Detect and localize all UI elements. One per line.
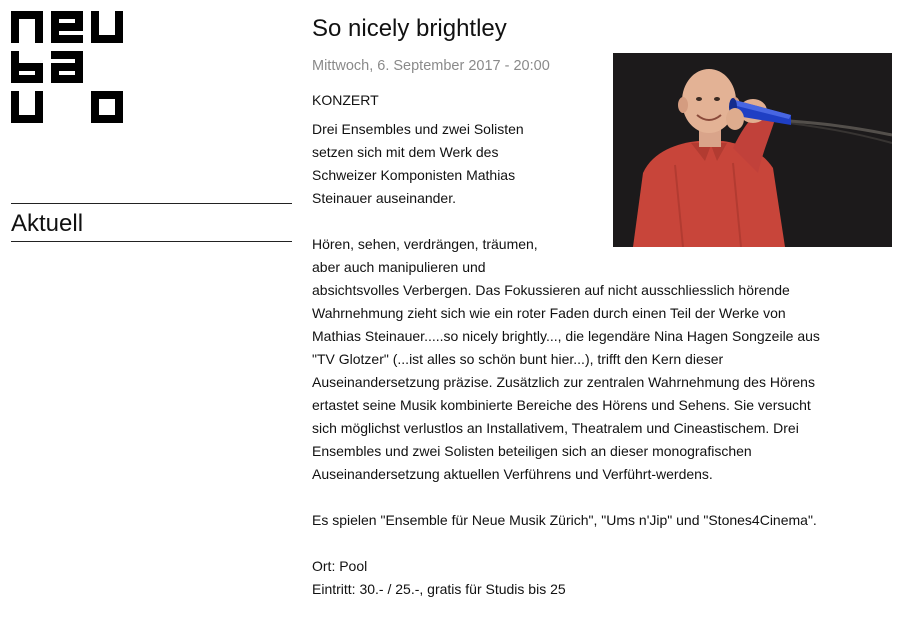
description-line: Auseinandersetzung aktuellen Verführens und Verführt-werdens. (312, 466, 713, 482)
logo-letter-n (11, 11, 43, 43)
logo-letter-e (51, 11, 83, 43)
description-line: Schweizer Komponisten Mathias (312, 167, 516, 183)
description-line: setzen sich mit dem Werk des (312, 144, 499, 160)
nav-item-aktuell[interactable]: Aktuell (11, 210, 84, 237)
paragraph-spacer (312, 532, 892, 555)
description-line: absichtsvolles Verbergen. Das Fokussieren auf nicht ausschliesslich hörende (312, 282, 790, 298)
description-line: Ensembles und zwei Solisten beteiligen sich an dieser monografischen (312, 443, 752, 459)
description-line: Wahrnehmung zieht sich wie ein roter Faden durch einen Teil der Werke von (312, 305, 786, 321)
description-line: "TV Glotzer" (...ist alles so schön bunt hier...), trifft den Kern dieser (312, 351, 724, 367)
description-line: Mathias Steinauer.....so nicely brightly..., die legendäre Nina Hagen Songzeile aus (312, 328, 820, 344)
description-line: aber auch manipulieren und (312, 259, 486, 275)
description-line: sich möglichst verlustlos an Installativem, Theatralem und Cineastischem. Drei (312, 420, 799, 436)
performers-line: Es spielen "Ensemble für Neue Musik Zürich", "Ums n'Jip" und "Stones4Cinema". (312, 512, 817, 528)
logo-letter-d (11, 91, 123, 123)
description-line: Auseinandersetzung präzise. Zusätzlich zur zentralen Wahrnehmung des Hörens (312, 374, 815, 390)
logo-letter-u (91, 11, 123, 43)
description-line: Drei Ensembles und zwei Solisten (312, 121, 524, 137)
event-category: KONZERT (312, 92, 379, 108)
paragraph-spacer (312, 486, 892, 509)
description-line: ertastet seine Musik kombinierte Bereiche des Hörens und Sehens. Sie versucht (312, 397, 811, 413)
neubad-logo[interactable] (11, 11, 123, 123)
logo-letter-b (11, 51, 43, 83)
description-line: Steinauer auseinander. (312, 190, 456, 206)
logo-letter-a (51, 51, 83, 83)
event-title: So nicely brightley (312, 15, 507, 42)
paragraph-spacer (312, 210, 892, 233)
description-line: Hören, sehen, verdrängen, träumen, (312, 236, 538, 252)
sidebar-nav (11, 203, 292, 242)
venue-line: Ort: Pool (312, 558, 368, 574)
admission-line: Eintritt: 30.- / 25.-, gratis für Studis bis 25 (312, 581, 566, 597)
event-date: Mittwoch, 6. September 2017 - 20:00 (312, 58, 550, 74)
event-description (312, 118, 892, 601)
